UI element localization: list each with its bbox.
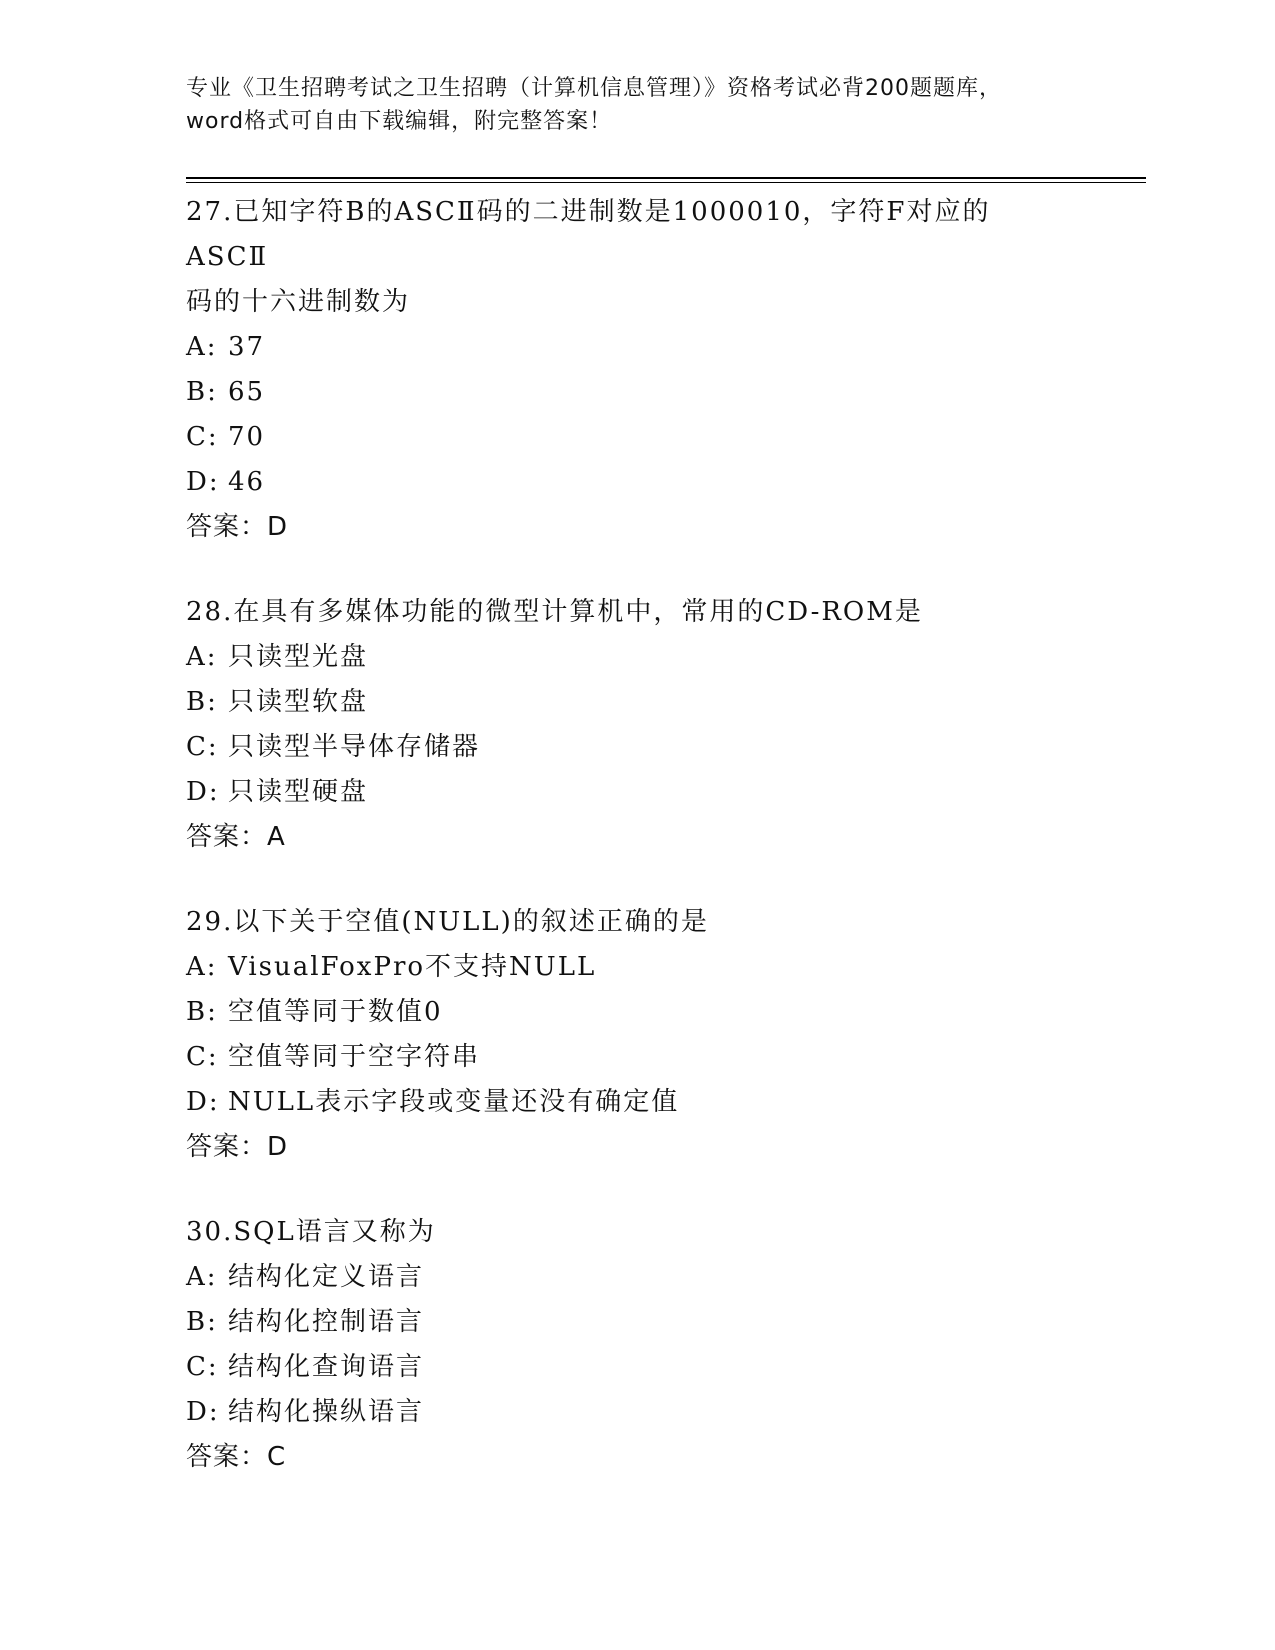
- document-header: [186, 72, 1086, 138]
- option-text: 结构化查询语言: [228, 1352, 425, 1382]
- header-divider-thick: [186, 177, 1146, 179]
- option-a: [186, 635, 1086, 680]
- question-stem-line: 27.已知字符B的ASCⅡ码的二进制数是1000010，字符F对应的ASCⅡ: [186, 197, 991, 272]
- answer-line: 答案：D: [186, 1132, 289, 1162]
- question-stem: [186, 590, 1066, 635]
- option-d: [186, 770, 1086, 815]
- option-b: [186, 990, 1086, 1035]
- header-divider-thin: [186, 182, 1146, 183]
- option-text: 空值等同于数值0: [228, 997, 443, 1027]
- option-d: [186, 1080, 1086, 1125]
- option-b: [186, 1300, 1086, 1345]
- question-list: [186, 190, 1086, 1520]
- option-b: [186, 680, 1086, 725]
- option-text: 37: [228, 332, 266, 362]
- option-letter: C:: [186, 422, 219, 452]
- header-subtitle-line: word格式可自由下载编辑，附完整答案！: [186, 109, 613, 134]
- option-text: 70: [228, 422, 266, 452]
- option-letter: D:: [186, 1087, 220, 1117]
- answer-line: 答案：C: [186, 1442, 287, 1472]
- question-stem: [186, 190, 1066, 325]
- option-text: 65: [228, 377, 266, 407]
- answer-line: 答案：A: [186, 822, 286, 852]
- question-29: [186, 900, 1086, 1170]
- option-text: 只读型硬盘: [228, 777, 369, 807]
- option-letter: B:: [186, 1307, 218, 1337]
- option-a: [186, 945, 1086, 990]
- option-text: 46: [228, 467, 266, 497]
- option-text: 空值等同于空字符串: [228, 1042, 481, 1072]
- option-c: [186, 1345, 1086, 1390]
- question-28: [186, 590, 1086, 860]
- option-letter: C:: [186, 1352, 219, 1382]
- option-letter: C:: [186, 732, 219, 762]
- option-letter: D:: [186, 1397, 220, 1427]
- option-c: [186, 1035, 1086, 1080]
- option-letter: A:: [186, 1262, 218, 1292]
- option-letter: B:: [186, 687, 218, 717]
- option-letter: A:: [186, 642, 218, 672]
- question-30: [186, 1210, 1086, 1480]
- option-text: VisualFoxPro不支持NULL: [228, 952, 597, 982]
- question-stem: [186, 1210, 1066, 1255]
- option-text: 结构化控制语言: [228, 1307, 425, 1337]
- option-text: 只读型光盘: [228, 642, 369, 672]
- option-c: [186, 725, 1086, 770]
- question-stem-line: 29.以下关于空值(NULL)的叙述正确的是: [186, 907, 709, 937]
- question-27: [186, 190, 1086, 550]
- option-letter: B:: [186, 377, 218, 407]
- option-letter: A:: [186, 332, 218, 362]
- header-title-line: 专业《卫生招聘考试之卫生招聘（计算机信息管理）》资格考试必背200题题库，: [186, 76, 1002, 101]
- question-stem: [186, 900, 1066, 945]
- option-text: 结构化操纵语言: [228, 1397, 425, 1427]
- question-stem-line: 码的十六进制数为: [186, 287, 411, 317]
- option-a: [186, 1255, 1086, 1300]
- option-text: NULL表示字段或变量还没有确定值: [228, 1087, 680, 1117]
- option-text: 只读型软盘: [228, 687, 369, 717]
- option-d: [186, 460, 1086, 505]
- option-text: 只读型半导体存储器: [228, 732, 481, 762]
- option-letter: A:: [186, 952, 218, 982]
- option-b: [186, 370, 1086, 415]
- question-stem-line: 28.在具有多媒体功能的微型计算机中，常用的CD-ROM是: [186, 597, 923, 627]
- option-d: [186, 1390, 1086, 1435]
- option-letter: D:: [186, 467, 220, 497]
- option-letter: D:: [186, 777, 220, 807]
- answer-line: 答案：D: [186, 512, 289, 542]
- option-letter: C:: [186, 1042, 219, 1072]
- question-stem-line: 30.SQL语言又称为: [186, 1217, 436, 1247]
- option-letter: B:: [186, 997, 218, 1027]
- option-c: [186, 415, 1086, 460]
- option-a: [186, 325, 1086, 370]
- option-text: 结构化定义语言: [228, 1262, 425, 1292]
